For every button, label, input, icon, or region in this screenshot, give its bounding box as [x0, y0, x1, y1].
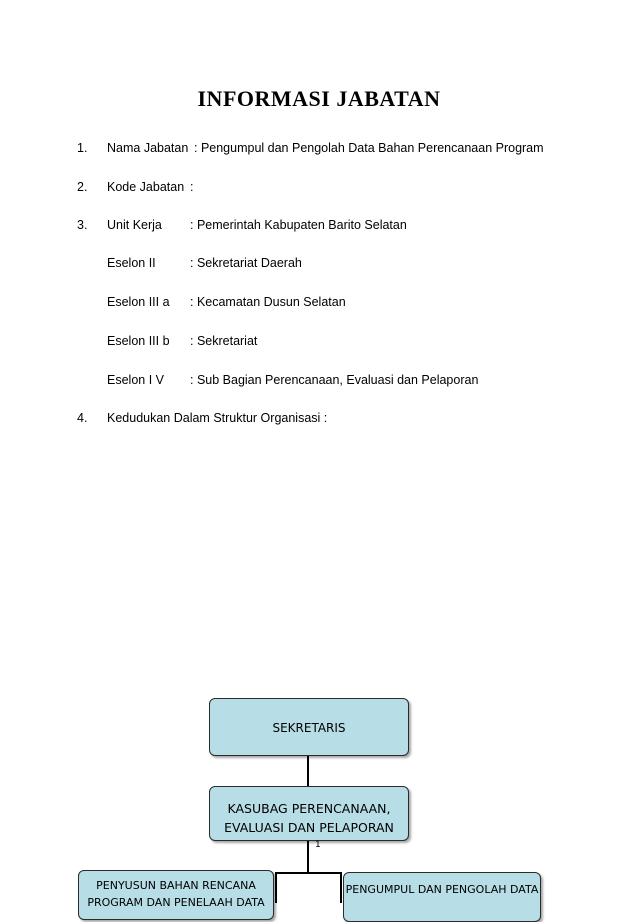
item-number: 1.: [77, 141, 88, 155]
item-label: Nama Jabatan: [107, 141, 189, 155]
item-label: Unit Kerja: [107, 218, 162, 232]
item-label: Eselon III a: [107, 295, 170, 309]
org-box-label-line2: PROGRAM DAN PENELAAH DATA: [87, 896, 265, 909]
org-box-pengumpul: [343, 872, 541, 922]
org-box-label: SEKRETARIS: [272, 721, 346, 735]
org-box-kasubag: [209, 786, 409, 841]
org-box-penyusun: [78, 870, 274, 920]
page-title: INFORMASI JABATAN: [197, 86, 441, 111]
item-number: 4.: [77, 411, 88, 425]
item-label: Eselon III b: [107, 334, 170, 348]
org-connector: [307, 841, 309, 873]
item-label: Eselon I V: [107, 373, 164, 387]
org-box-sekretaris: [209, 698, 409, 756]
item-number: 2.: [77, 180, 88, 194]
org-connector: [275, 872, 342, 874]
item-value: : Pemerintah Kabupaten Barito Selatan: [190, 218, 407, 232]
org-connector: [307, 756, 309, 786]
item-value: : Pengumpul dan Pengolah Data Bahan Perencanaan Program: [194, 141, 544, 155]
item-number: 3.: [77, 218, 88, 232]
item-value: : Sub Bagian Perencanaan, Evaluasi dan Pelaporan: [190, 373, 479, 387]
org-connector: [275, 872, 277, 903]
org-box-label-line1: PENYUSUN BAHAN RENCANA: [96, 879, 256, 892]
page-number: 1: [315, 840, 321, 850]
item-value: : Sekretariat: [190, 334, 258, 348]
org-box-label: PENGUMPUL DAN PENGOLAH DATA: [345, 883, 539, 896]
org-box-label-line2: EVALUASI DAN PELAPORAN: [224, 820, 394, 835]
item-label: Eselon II: [107, 256, 156, 270]
org-box-label-line1: KASUBAG PERENCANAAN,: [227, 801, 391, 816]
item-value: : Kecamatan Dusun Selatan: [190, 295, 346, 309]
item-value: : Sekretariat Daerah: [190, 256, 302, 270]
item-value: :: [190, 180, 194, 194]
item-label: Kedudukan Dalam Struktur Organisasi :: [107, 411, 328, 425]
item-label: Kode Jabatan: [107, 180, 185, 194]
org-connector: [340, 872, 342, 903]
